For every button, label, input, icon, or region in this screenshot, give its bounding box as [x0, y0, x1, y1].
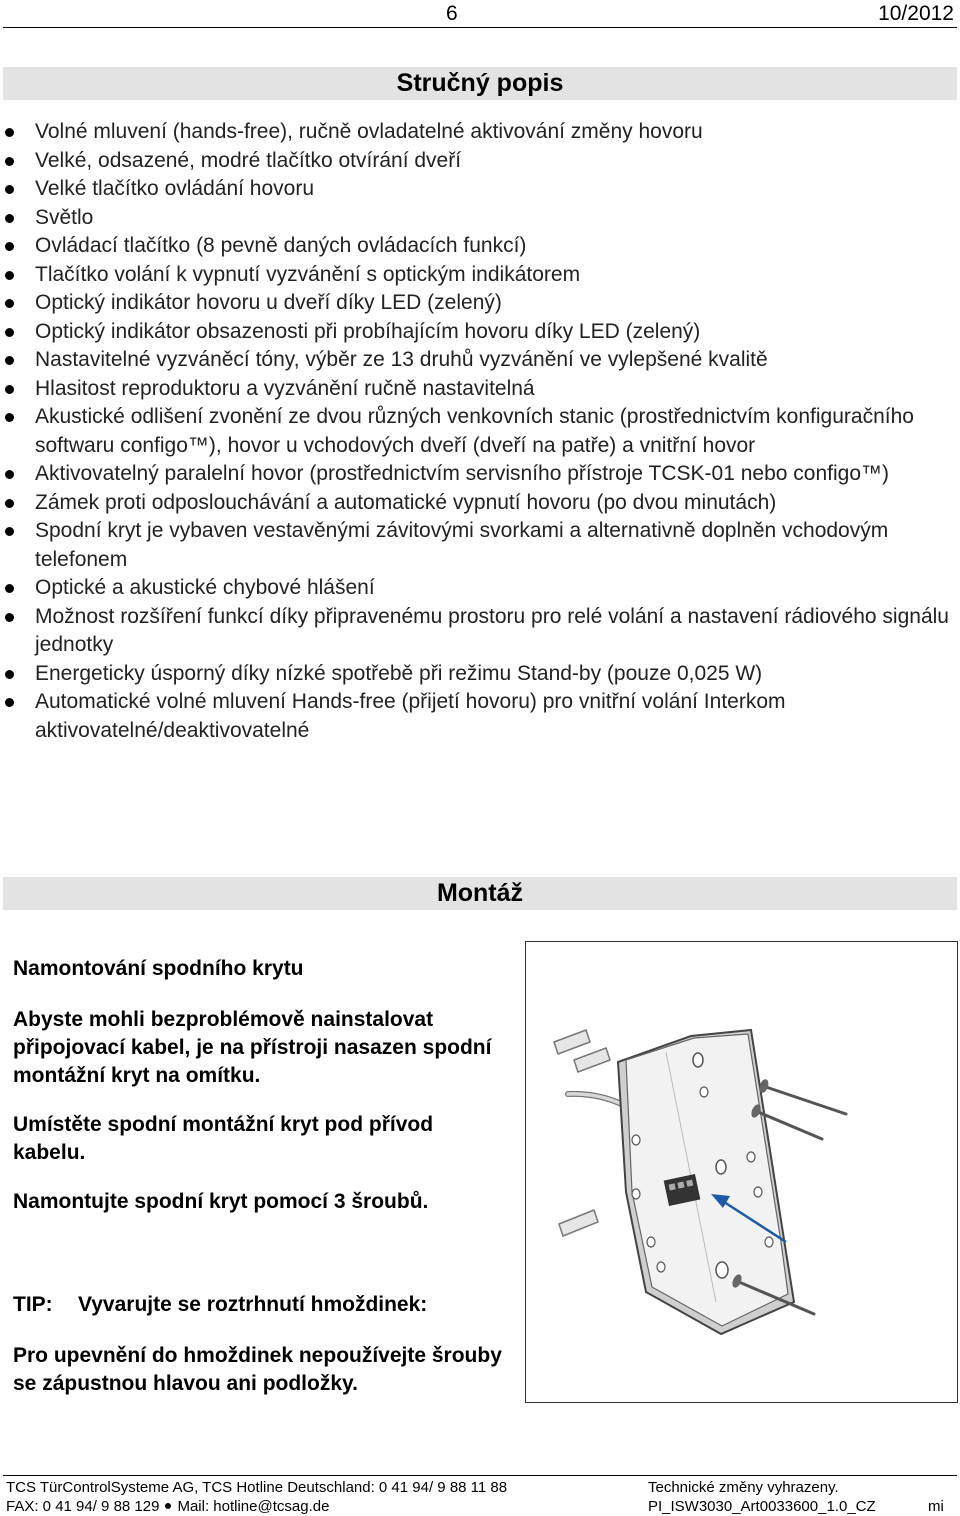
footer-contact: [6, 1498, 329, 1516]
list-item-text: Zámek proti odposlouchávání a automatické vypnutí hovoru (po dvou minutách): [35, 490, 777, 514]
list-item: [0, 574, 955, 603]
bullet-icon: [5, 527, 14, 536]
list-item-text: Optické a akustické chybové hlášení: [35, 576, 375, 599]
footer-mail: Mail: hotline@tcsag.de: [177, 1498, 330, 1515]
bullet-icon: [5, 670, 14, 679]
list-item: [0, 346, 955, 375]
list-item: [0, 688, 955, 745]
list-item: [0, 147, 955, 176]
tip-label: TIP:: [13, 1293, 53, 1316]
mounting-paragraph-3: Namontujte spodní kryt pomocí 3 šroubů.: [13, 1190, 429, 1213]
bullet-icon: [5, 271, 14, 280]
mounting-illustration: [525, 941, 958, 1403]
footer-disclaimer: Technické změny vyhrazeny.: [648, 1479, 839, 1496]
mounting-plate-illustration: [618, 1030, 794, 1334]
bullet-icon: [5, 328, 14, 337]
bullet-icon: [5, 185, 14, 194]
bullet-icon: [5, 613, 14, 622]
footer-doc-id: PI_ISW3030_Art0033600_1.0_CZ: [648, 1498, 876, 1515]
list-item-text: Nastavitelné vyzváněcí tóny, výběr ze 13 druhů vyzvánění ve vylepšené kvalitě: [35, 348, 768, 371]
bullet-icon: [5, 698, 14, 707]
mounting-paragraph-2: Umístěte spodní montážní kryt pod přívod kabelu.: [13, 1113, 434, 1164]
page-number: 6: [446, 2, 458, 25]
list-item: [0, 261, 955, 290]
footer-fax: FAX: 0 41 94/ 9 88 129: [6, 1498, 160, 1515]
tip-row: [13, 1291, 427, 1319]
bullet-icon: [5, 157, 14, 166]
list-item-text: Tlačítko volání k vypnutí vyzvánění s optickým indikátorem: [35, 262, 581, 286]
list-item: [0, 175, 955, 204]
list-item: [0, 204, 955, 233]
bullet-icon: [5, 242, 14, 251]
footer-divider: [3, 1475, 957, 1476]
tip-text: Vyvarujte se roztrhnutí hmoždinek:: [78, 1293, 428, 1316]
bullet-icon: [5, 214, 14, 223]
list-item: [0, 232, 955, 261]
list-item-text: Spodní kryt je vybaven vestavěnými závitovými svorkami a alternativně doplněn vchodovým telefonem: [35, 519, 889, 571]
bullet-icon: [5, 470, 14, 479]
list-item-text: Energeticky úsporný díky nízké spotřebě při režimu Stand-by (pouze 0,025 W): [35, 661, 763, 685]
list-item-text: Optický indikátor obsazenosti při probíhajícím hovoru díky LED (zelený): [35, 319, 701, 343]
bullet-icon: [5, 584, 14, 593]
header-divider: [3, 27, 957, 28]
bullet-icon: [5, 499, 14, 508]
mounting-paragraph-4: Pro upevnění do hmoždinek nepoužívejte šrouby se zápustnou hlavou ani podložky.: [13, 1344, 502, 1395]
mounting-paragraph-1: Abyste mohli bezproblémově nainstalovat připojovací kabel, je na přístroji nasazen spodní montážní kryt na omítku.: [13, 1008, 492, 1087]
list-item-text: Velké tlačítko ovládání hovoru: [35, 177, 315, 200]
list-item: [0, 289, 955, 318]
list-item-text: Světlo: [35, 205, 94, 229]
footer-hotline: TCS TürControlSysteme AG, TCS Hotline Deutschland: 0 41 94/ 9 88 11 88: [6, 1479, 508, 1496]
list-item-text: Automatické volné mluvení Hands-free (přijetí hovoru) pro vnitřní volání Interkom aktivovatelné/deaktivovatelné: [35, 690, 786, 742]
list-item-text: Ovládací tlačítko (8 pevně daných ovládacích funkcí): [35, 234, 527, 257]
section-title-summary: Stručný popis: [3, 67, 957, 100]
list-item: [0, 375, 955, 404]
list-item-text: Volné mluvení (hands-free), ručně ovladatelné aktivování změny hovoru: [35, 120, 703, 143]
list-item: [0, 403, 955, 460]
list-item: [0, 517, 955, 574]
page-date: 10/2012: [878, 2, 954, 25]
list-item: [0, 660, 955, 689]
list-item: [0, 460, 955, 489]
bullet-icon: [5, 299, 14, 308]
bullet-icon: [5, 128, 14, 137]
list-item-text: Akustické odlišení zvonění ze dvou různých venkovních stanic (prostřednictvím konfiguračního softwaru configo™), hovor u vchodových dveří (dveří na patře) a vnitřní hovor: [35, 405, 914, 457]
wall-plug-illustration: [554, 1030, 610, 1236]
list-item-text: Hlasitost reproduktoru a vyzvánění ručně nastavitelná: [35, 376, 535, 400]
list-item-text: Optický indikátor hovoru u dveří díky LED (zelený): [35, 291, 502, 314]
list-item: [0, 318, 955, 347]
list-item-text: Aktivovatelný paralelní hovor (prostřednictvím servisního přístroje TCSK-01 nebo configo™): [35, 462, 889, 485]
bullet-icon: [5, 385, 14, 394]
list-item-text: Možnost rozšíření funkcí díky připravenému prostoru pro relé volání a nastavení rádiového signálu jednotky: [35, 604, 949, 656]
mounting-subtitle: Namontování spodního krytu: [13, 957, 304, 980]
list-item: [0, 603, 955, 660]
list-item: [0, 118, 955, 147]
footer-suffix: mi: [928, 1498, 944, 1515]
feature-list: [0, 118, 955, 745]
bullet-icon: [5, 413, 14, 422]
section-title-mounting: Montáž: [3, 877, 957, 910]
bullet-icon: [5, 356, 14, 365]
list-item-text: Velké, odsazené, modré tlačítko otvírání dveří: [35, 148, 462, 172]
list-item: [0, 489, 955, 518]
bullet-icon: [165, 1503, 171, 1509]
